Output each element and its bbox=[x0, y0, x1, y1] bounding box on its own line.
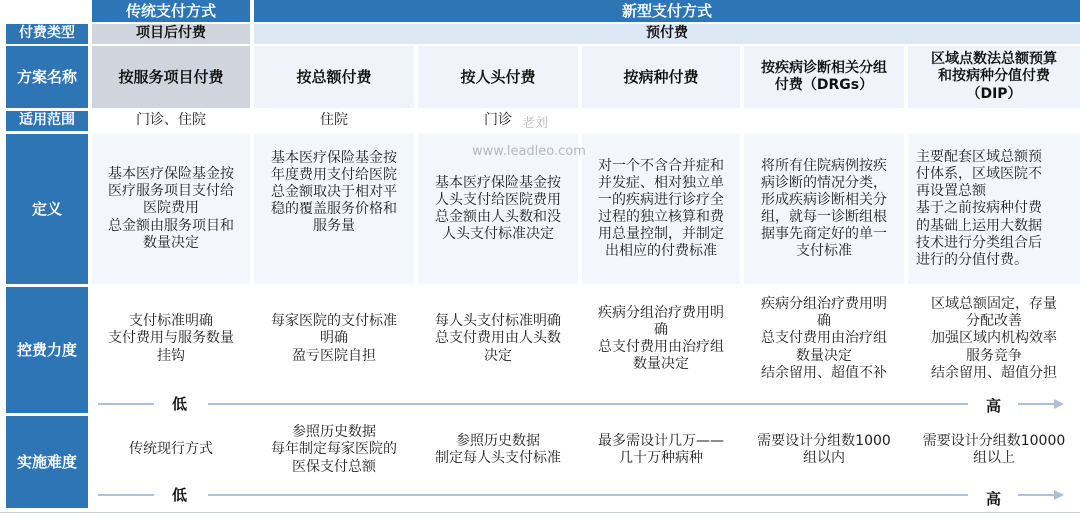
pay-type-after: 项目后付费 bbox=[92, 24, 250, 44]
cost-control-drgs: 疾病分组治疗费用明 确 总支付费用由治疗组 数量决定 结余留用、超值不补 bbox=[744, 287, 904, 391]
label-cost-control: 控费力度 bbox=[6, 287, 88, 413]
scope-drgs bbox=[744, 111, 904, 131]
cost-arrow-head-icon bbox=[1054, 399, 1064, 409]
label-pay-type: 付费类型 bbox=[6, 24, 88, 44]
cost-control-capitation: 每人头支付标准明确 总支付费用由人头数 决定 bbox=[418, 287, 578, 391]
cost-control-dip: 区域总额固定，存量 分配改善 加强区域内机构效率 服务竞争 结余留用、超值分担 bbox=[908, 287, 1080, 391]
watermark-site: www.leadleo.com bbox=[472, 144, 586, 159]
plan-capitation: 按人头付费 bbox=[418, 46, 578, 108]
definition-per-disease: 对一个不含合并症和 并发症、相对独立单 一的疾病进行诊疗全 过程的独立核算和费 用总量控制，并制定 出相应的付费标准 bbox=[582, 134, 740, 284]
definition-global-budget: 基本医疗保险基金按 年度费用支付给医院 总金额取决于相对平 稳的覆盖服务价格和 服务量 bbox=[254, 134, 414, 284]
difficulty-dip: 需要设计分组数10000 组以上 bbox=[908, 416, 1080, 484]
watermark-name: 老刘 bbox=[522, 116, 549, 131]
difficulty-per-disease: 最多需设计几万—— 几十万种病种 bbox=[582, 416, 740, 484]
new-header: 新型支付方式 bbox=[254, 0, 1080, 22]
difficulty-capitation: 参照历史数据 制定每人头支付标准 bbox=[418, 416, 578, 484]
cost-control-fee-for-service: 支付标准明确 支付费用与服务数量 挂钩 bbox=[92, 287, 250, 391]
traditional-header: 传统支付方式 bbox=[92, 0, 250, 22]
scope-capitation: 门诊 bbox=[418, 111, 578, 131]
difficulty-arrow-head-icon bbox=[1054, 490, 1064, 500]
cost-arrow-left bbox=[98, 403, 154, 405]
label-plan-name: 方案名称 bbox=[6, 46, 88, 108]
difficulty-drgs: 需要设计分组数1000 组以内 bbox=[744, 416, 904, 484]
definition-fee-for-service: 基本医疗保险基金按 医疗服务项目支付给 医院费用 总金额由服务项目和 数量决定 bbox=[92, 134, 250, 284]
plan-per-disease: 按病种付费 bbox=[582, 46, 740, 108]
scope-fee-for-service: 门诊、住院 bbox=[92, 111, 250, 131]
label-definition: 定义 bbox=[6, 134, 88, 284]
difficulty-arrow-mid bbox=[208, 494, 968, 496]
difficulty-fee-for-service: 传统现行方式 bbox=[92, 416, 250, 484]
difficulty-arrow-right bbox=[1018, 494, 1056, 496]
difficulty-level-low: 低 bbox=[172, 486, 188, 504]
scope-per-disease bbox=[582, 111, 740, 131]
plan-fee-for-service: 按服务项目付费 bbox=[92, 46, 250, 108]
label-difficulty: 实施难度 bbox=[6, 416, 88, 508]
definition-dip: 主要配套区域总额预 付体系，区域医院不 再设置总额 基于之前按病种付费 的基础上运用大数据 技术进行分类组合后 进行的分值付费。 bbox=[908, 134, 1080, 284]
difficulty-global-budget: 参照历史数据 每年制定每家医院的 医保支付总额 bbox=[254, 416, 414, 484]
cost-control-global-budget: 每家医院的支付标准 明确 盈亏医院自担 bbox=[254, 287, 414, 391]
scope-global-budget: 住院 bbox=[254, 111, 414, 131]
difficulty-arrow-left bbox=[98, 494, 154, 496]
plan-global-budget: 按总额付费 bbox=[254, 46, 414, 108]
cost-level-high: 高 bbox=[986, 397, 1002, 415]
cost-arrow-right bbox=[1018, 403, 1056, 405]
definition-capitation: 基本医疗保险基金按 人头支付给医院费用 总金额由人头数和没 人头支付标准决定 bbox=[418, 134, 578, 284]
plan-drgs: 按疾病诊断相关分组 付费（DRGs） bbox=[744, 46, 904, 108]
cost-arrow-mid bbox=[208, 403, 968, 405]
cost-control-per-disease: 疾病分组治疗费用明 确 总支付费用由治疗组 数量决定 bbox=[582, 287, 740, 391]
definition-drgs: 将所有住院病例按疾 病诊断的情况分类， 形成疾病诊断相关分 组，就每一诊断组根 据事先商定好的单一 支付标准 bbox=[744, 134, 904, 284]
difficulty-level-high: 高 bbox=[986, 490, 1002, 508]
pay-type-pre: 预付费 bbox=[254, 24, 1080, 44]
plan-dip: 区域点数法总额预算 和按病种分值付费 （DIP） bbox=[908, 46, 1080, 108]
bottom-rule bbox=[0, 512, 1080, 513]
cost-level-low: 低 bbox=[172, 395, 188, 413]
label-scope: 适用范围 bbox=[6, 111, 88, 131]
scope-dip bbox=[908, 111, 1080, 131]
